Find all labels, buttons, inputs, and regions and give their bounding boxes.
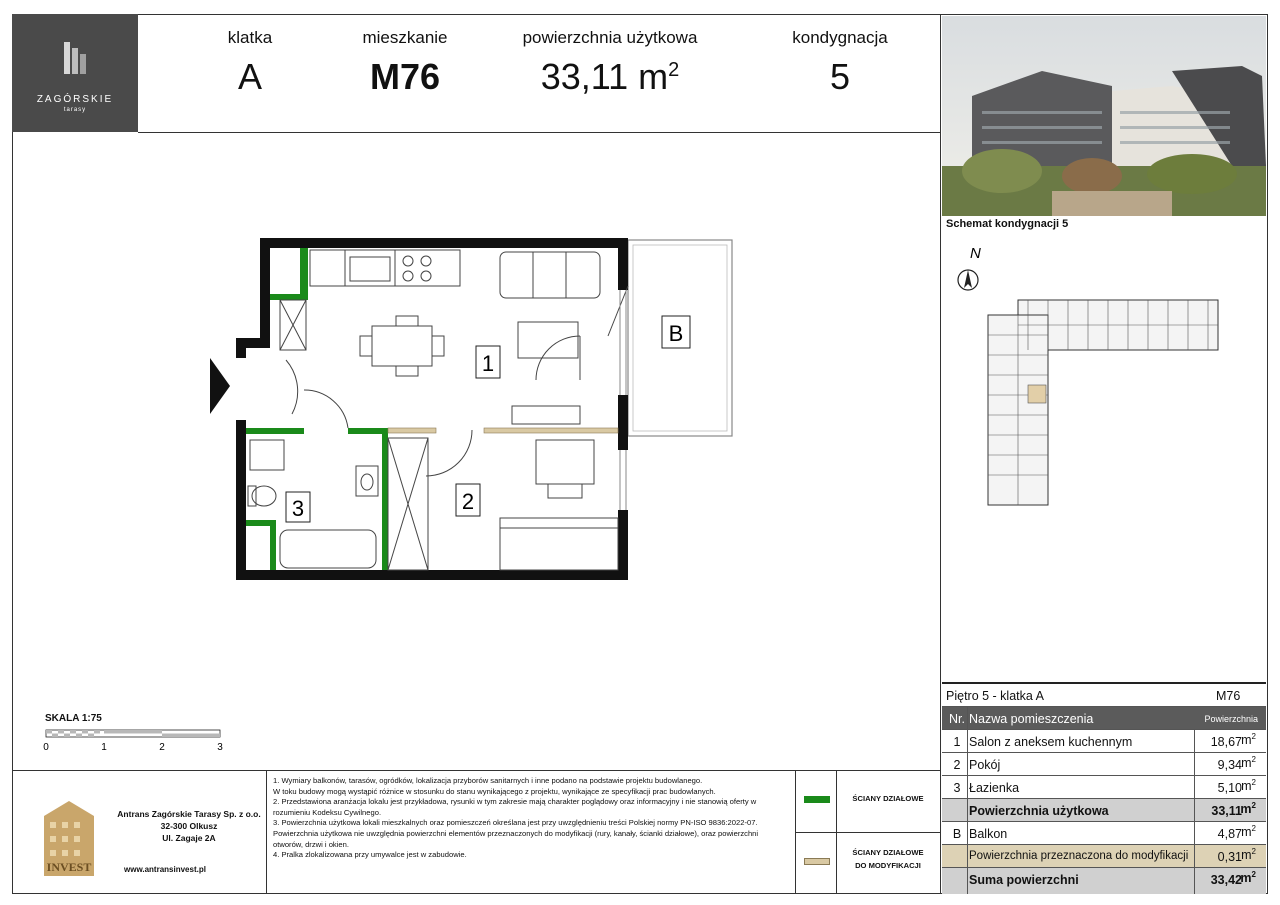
company-logo-text: INVEST — [46, 860, 92, 874]
balcony-label: B — [668, 321, 684, 346]
room-3-label: 3 — [291, 496, 305, 521]
column-divider — [940, 14, 941, 894]
floor-value: 5 — [829, 56, 851, 97]
table-title: Piętro 5 - klatka A — [946, 689, 1044, 703]
table-row: 3 Łazienka 5,10 $m^2$ — [942, 776, 1266, 799]
room-2-label: 2 — [461, 489, 475, 514]
scale-label: SKALA 1:75 — [45, 713, 102, 724]
entrance-arrow-icon — [210, 358, 230, 414]
usable-area-row: Powierzchnia użytkowa 33,11 $m^2$ — [942, 799, 1266, 822]
modifiable-label: ŚCIANY DZIAŁOWE DO MODYFIKACJI — [852, 848, 924, 870]
floor-schema-caption: Schemat kondygnacji 5 — [946, 218, 1069, 230]
table-row: 1 Salon z aneksem kuchennym 18,67 $m^2$ — [942, 730, 1266, 753]
company-url[interactable]: www.antransinvest.pl — [124, 865, 206, 874]
disclaimer-notes — [266, 770, 796, 894]
table-apartment: M76 — [1216, 689, 1241, 703]
table-header-row — [942, 707, 1266, 730]
note-1: 1. Wymiary balkonów, tarasów, ogródków, lokalizacja przyborów sanitarnych i inne podano na podstawie projektu budowlanego. — [273, 776, 703, 785]
company-info — [24, 776, 264, 888]
scale-tick-3: 3 — [217, 742, 223, 753]
usable-area-label: powierzchnia użytkowa — [522, 28, 698, 47]
apartment-location-marker — [1028, 385, 1046, 403]
compass-icon — [958, 270, 978, 290]
scale-bar — [40, 728, 230, 754]
legend-modifiable — [796, 832, 940, 894]
modifiable-swatch — [804, 858, 830, 865]
note-1b: W toku budowy mogą wystąpić różnice w stosunku do stanu wynikającego z projektu, wynikające ze specyfikacji prac budowlanych. — [273, 786, 716, 796]
total-area-row: Suma powierzchni 33,42 $m^2$ — [942, 868, 1266, 894]
modification-area-row: Powierzchnia przeznaczona do modyfikacji 0,31 $m^2$ — [942, 845, 1266, 868]
note-4: 4. Pralka zlokalizowana przy umywalce jest w zabudowie. — [273, 850, 467, 860]
apartment-label: mieszkanie — [362, 28, 448, 47]
staircase-cell — [200, 28, 300, 98]
note-2: 2. Przedstawiona aranżacja lokalu jest przykładowa, rysunki w tym zakresie mają charakter poglądowy oraz informacyjny i nie stanowią oferty w rozumieniu Kodeksu Cywilnego. — [273, 797, 757, 817]
wall-legend — [796, 770, 940, 894]
col-name-header: Nazwa pomieszczenia — [969, 712, 1094, 726]
header-divider — [138, 132, 940, 133]
partition-label: ŚCIANY DZIAŁOWE — [852, 794, 924, 803]
col-nr-header: Nr. — [949, 712, 965, 726]
table-title-row — [942, 684, 1266, 707]
usable-area-cell — [510, 28, 710, 98]
partition-swatch — [804, 796, 830, 803]
company-name: Antrans Zagórskie Tarasy Sp. z o.o. 32-300 Olkusz Ul. Zagaje 2A — [117, 809, 261, 843]
col-area-header: Powierzchnia — [1204, 714, 1258, 724]
table-row: 2 Pokój 9,34 $m^2$ — [942, 753, 1266, 776]
floor-label: kondygnacja — [792, 28, 888, 47]
brand-name: ZAGÓRSKIE — [36, 94, 114, 105]
building-render-image — [942, 16, 1266, 216]
site-plan-diagram — [948, 240, 1266, 520]
scale-tick-2: 2 — [159, 742, 165, 753]
area-table — [942, 682, 1266, 894]
floor-plan — [200, 230, 740, 590]
room-1-label: 1 — [481, 351, 495, 376]
note-3: 3. Powierzchnia użytkowa lokali mieszkalnych oraz pomieszczeń określana jest przy uwzględnieniu treści Polskiej normy PN-ISO 9836:2022-07. Powierzchnia użytkowa nie uwzględnia powierzchni elementów przeznaczonych do modyfikacji (rury, kanały, ścianki działowe), oraz powierzchni otworów, drzwi i okien. — [273, 818, 759, 849]
brand-sub: tarasy — [63, 107, 87, 113]
staircase-label: klatka — [227, 28, 273, 47]
scale-tick-0: 0 — [43, 742, 49, 753]
building-logo-icon — [62, 40, 88, 76]
scale-tick-1: 1 — [101, 742, 107, 753]
floor-cell — [780, 28, 900, 98]
legend-partition — [796, 770, 940, 832]
usable-area-value: 33,11 $m^2$ — [540, 56, 680, 97]
apartment-cell — [345, 28, 465, 98]
brand-logo — [12, 14, 138, 132]
balcony-row: B Balkon 4,87 $m^2$ — [942, 822, 1266, 845]
north-label: N — [970, 245, 981, 262]
company-logo-icon — [24, 786, 114, 886]
staircase-value: A — [237, 56, 262, 97]
apartment-value: M76 — [369, 56, 441, 97]
